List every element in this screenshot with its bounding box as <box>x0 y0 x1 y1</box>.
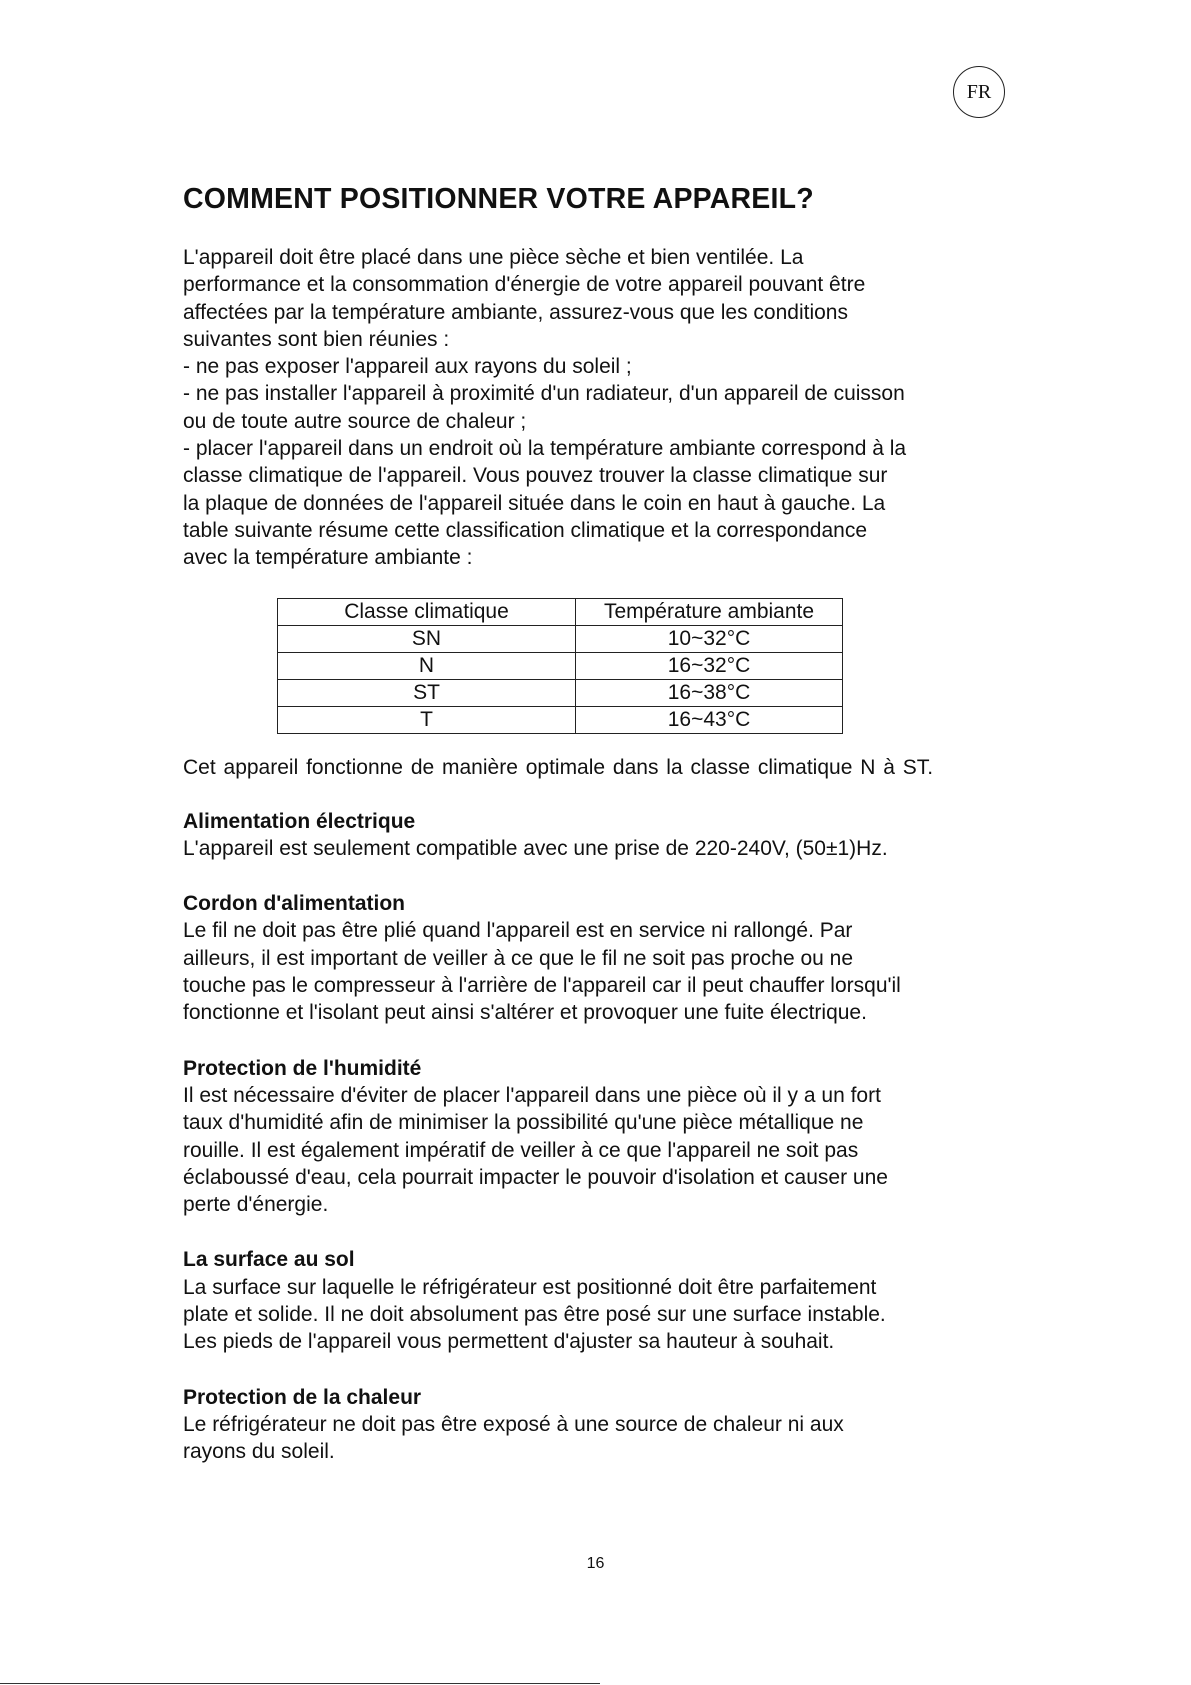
temperature-cell: 16~38°C <box>576 679 843 706</box>
table-row <box>278 706 843 733</box>
page-content <box>183 178 1043 1466</box>
section-heading: La surface au sol <box>183 1248 355 1272</box>
section-line: rouille. Il est également impératif de veiller à ce que l'appareil ne soit pas <box>183 1138 859 1162</box>
section-line: Le fil ne doit pas être plié quand l'appareil est en service ni rallongé. Par <box>183 919 853 943</box>
section-floor-surface <box>183 1246 1043 1355</box>
section-line: L'appareil est seulement compatible avec une prise de 220-240V, (50±1)Hz. <box>183 836 888 860</box>
climate-class-cell: N <box>278 652 576 679</box>
page-title: COMMENT POSITIONNER VOTRE APPAREIL? <box>183 183 814 215</box>
section-heading: Cordon d'alimentation <box>183 892 405 916</box>
intro-paragraph <box>183 244 1043 572</box>
language-badge: FR <box>953 66 1005 118</box>
section-heading: Protection de la chaleur <box>183 1385 422 1409</box>
intro-line: affectées par la température ambiante, assurez-vous que les conditions <box>183 300 848 324</box>
table-row <box>278 625 843 652</box>
section-line: rayons du soleil. <box>183 1440 335 1464</box>
intro-line: - placer l'appareil dans un endroit où la température ambiante correspond à la <box>183 437 907 461</box>
table-header-row <box>278 598 843 625</box>
section-line: perte d'énergie. <box>183 1193 329 1217</box>
intro-line: - ne pas exposer l'appareil aux rayons du soleil ; <box>183 355 632 379</box>
section-body <box>183 835 1043 862</box>
intro-line: L'appareil doit être placé dans une pièce sèche et bien ventilée. La <box>183 246 804 269</box>
climate-class-cell: SN <box>278 625 576 652</box>
table-header-cell: Classe climatique <box>278 598 576 625</box>
section-power-cord <box>183 890 1043 1026</box>
section-heat-protection <box>183 1384 1043 1466</box>
intro-line: table suivante résume cette classification climatique et la correspondance <box>183 518 868 542</box>
intro-line: - ne pas installer l'appareil à proximité d'un radiateur, d'un appareil de cuisson <box>183 382 905 406</box>
section-body <box>183 1082 1043 1218</box>
section-line: fonctionne et l'isolant peut ainsi s'altérer et provoquer une fuite électrique. <box>183 1001 867 1025</box>
intro-line: performance et la consommation d'énergie de votre appareil pouvant être <box>183 273 866 297</box>
bottom-divider <box>0 1683 600 1684</box>
temperature-cell: 16~43°C <box>576 706 843 733</box>
section-humidity <box>183 1055 1043 1219</box>
intro-line: classe climatique de l'appareil. Vous pouvez trouver la classe climatique sur <box>183 464 888 488</box>
section-line: éclaboussé d'eau, cela pourrait impacter le pouvoir d'isolation et causer une <box>183 1165 888 1189</box>
temperature-cell: 16~32°C <box>576 652 843 679</box>
section-heading: Protection de l'humidité <box>183 1056 422 1080</box>
climate-class-table <box>277 598 843 734</box>
section-body <box>183 1274 1043 1356</box>
climate-class-cell: T <box>278 706 576 733</box>
section-line: Le réfrigérateur ne doit pas être exposé à une source de chaleur ni aux <box>183 1412 844 1436</box>
section-line: Les pieds de l'appareil vous permettent d'ajuster sa hauteur à souhait. <box>183 1330 835 1354</box>
section-line: plate et solide. Il ne doit absolument pas être posé sur une surface instable. <box>183 1303 886 1327</box>
section-body <box>183 917 1043 1026</box>
table-row <box>278 679 843 706</box>
section-heading: Alimentation électrique <box>183 809 416 833</box>
section-line: ailleurs, il est important de veiller à ce que le fil ne soit pas proche ou ne <box>183 946 854 970</box>
climate-class-cell: ST <box>278 679 576 706</box>
table-row <box>278 652 843 679</box>
intro-line: ou de toute autre source de chaleur ; <box>183 409 527 433</box>
section-line: Il est nécessaire d'éviter de placer l'appareil dans une pièce où il y a un fort <box>183 1083 881 1107</box>
section-power-supply <box>183 808 1043 863</box>
intro-line: avec la température ambiante : <box>183 546 473 570</box>
temperature-cell: 10~32°C <box>576 625 843 652</box>
intro-line: suivantes sont bien réunies : <box>183 327 450 351</box>
table-header-cell: Température ambiante <box>576 598 843 625</box>
section-line: La surface sur laquelle le réfrigérateur est positionné doit être parfaitement <box>183 1275 877 1299</box>
section-line: touche pas le compresseur à l'arrière de l'appareil car il peut chauffer lorsqu'il <box>183 974 901 998</box>
section-body <box>183 1411 1043 1466</box>
intro-line: la plaque de données de l'appareil située dans le coin en haut à gauche. La <box>183 491 886 515</box>
optimal-class-note: Cet appareil fonctionne de manière optimale dans la classe climatique N à ST. <box>183 755 934 779</box>
section-line: taux d'humidité afin de minimiser la possibilité qu'une pièce métallique ne <box>183 1111 864 1135</box>
page-number: 16 <box>586 1555 605 1572</box>
